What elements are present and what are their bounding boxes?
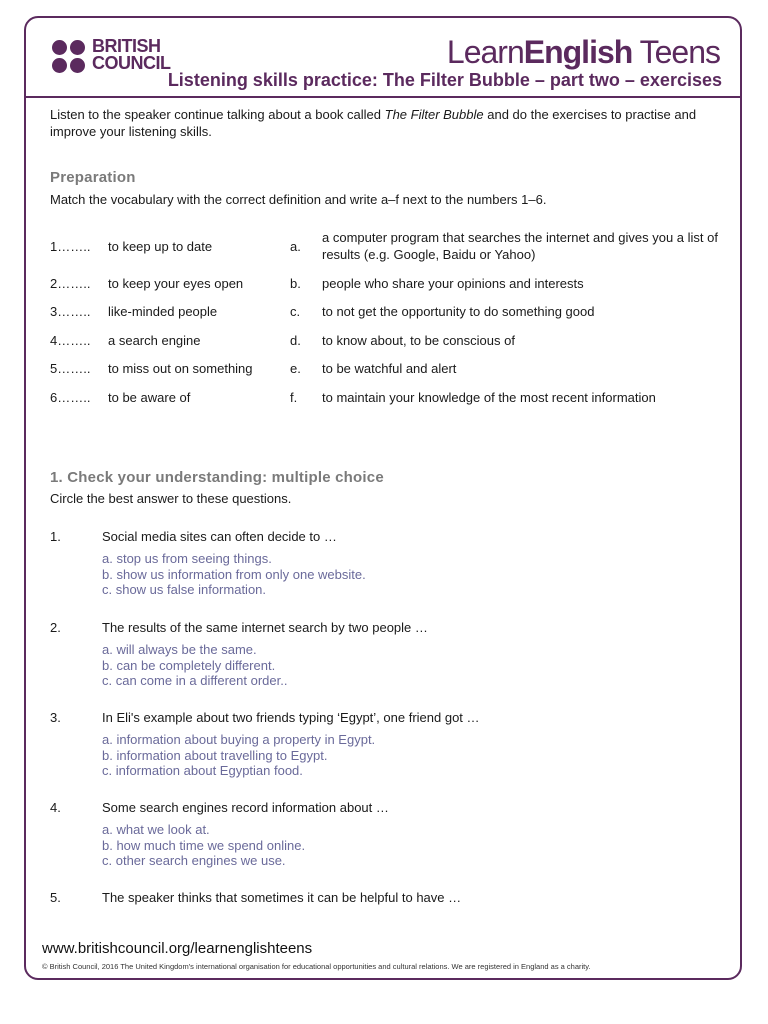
vocab-row: 6…….. to be aware of f. to maintain your knowledge of the most recent information [50,389,656,405]
answer-option[interactable]: b. can be completely different. [102,657,276,673]
multiple-choice-instruction: Circle the best answer to these questions. [50,491,292,506]
answer-option[interactable]: c. show us false information. [102,582,267,597]
question-text: Social media sites can often decide to … [102,529,337,544]
answer-option[interactable]: a. stop us from seeing things. [102,551,272,566]
answer-options [102,732,710,779]
intro-text: Listen to the speaker continue talking about a book called The Filter Bubble and do the exercises to practise and improve your listening skills. [50,107,697,139]
footer-url[interactable]: www.britishcouncil.org/learnenglishteens [42,940,313,957]
vocabulary-table [50,228,730,412]
british-council-dots-icon [52,40,85,73]
vocab-row: 2…….. to keep your eyes open b. people who share your opinions and interests [50,275,584,291]
vocab-row: 3…….. like-minded people c. to not get the opportunity to do something good [50,304,595,320]
learnenglish-teens-logo: LearnEnglish Teens [446,34,720,70]
question-text: The speaker thinks that sometimes it can be helpful to have … [102,890,462,905]
vocab-row: 1…….. to keep up to date a. a computer program that searches the internet and gives you a list of results (e.g. Google, Baidu or Yahoo) [50,230,718,262]
vocab-row: 5…….. to miss out on something e. to be watchful and alert [50,361,457,377]
answer-option[interactable]: a. information about buying a property in Egypt. [102,732,376,747]
question-1: 1. Social media sites can often decide to … a. stop us from seeing things. b. show us information from only one website. c. show us false information. [50,529,710,598]
question-2: 2. The results of the same internet search by two people … a. will always be the same. b. can be completely different. c. can come in a different order.. [50,620,710,689]
question-text: Some search engines record information about … [102,800,389,815]
answer-option[interactable]: a. will always be the same. [102,642,257,657]
british-council-wordmark: BRITISH COUNCIL [92,36,171,73]
question-text: The results of the same internet search by two people … [102,620,428,635]
vocab-row: 4…….. a search engine d. to know about, to be conscious of [50,332,515,348]
question-text: In Eli's example about two friends typing ‘Egypt’, one friend got … [102,710,480,725]
answer-option[interactable]: c. other search engines we use. [102,853,286,868]
preparation-heading: Preparation [50,169,136,186]
british-council-logo [52,38,171,73]
answer-options [102,822,710,869]
header-divider [26,96,740,98]
answer-option[interactable]: b. how much time we spend online. [102,837,306,853]
question-4: 4. Some search engines record information about … a. what we look at. b. how much time we spend online. c. other search engines we use. [50,800,710,869]
answer-option[interactable]: c. information about Egyptian food. [102,763,303,778]
answer-option[interactable]: b. information about travelling to Egypt. [102,747,328,763]
answer-options [102,642,710,689]
answer-option[interactable]: b. show us information from only one website. [102,566,366,582]
answer-option[interactable]: c. can come in a different order.. [102,673,288,688]
question-5: 5. The speaker thinks that sometimes it can be helpful to have … [50,890,462,905]
page-title: Listening skills practice: The Filter Bubble – part two – exercises [167,70,722,90]
answer-options [102,551,710,598]
footer-copyright: © British Council, 2016 The United Kingdom's international organisation for educational opportunities and cultural relations. We are registered in England as a charity. [42,962,591,971]
multiple-choice-heading: 1. Check your understanding: multiple choice [50,469,384,486]
question-3: 3. In Eli's example about two friends typing ‘Egypt’, one friend got … a. information about buying a property in Egypt. b. information about travelling to Egypt. c. information about Egyptian food. [50,710,710,779]
answer-option[interactable]: a. what we look at. [102,822,210,837]
preparation-instruction: Match the vocabulary with the correct definition and write a–f next to the numbers 1–6. [50,192,547,207]
